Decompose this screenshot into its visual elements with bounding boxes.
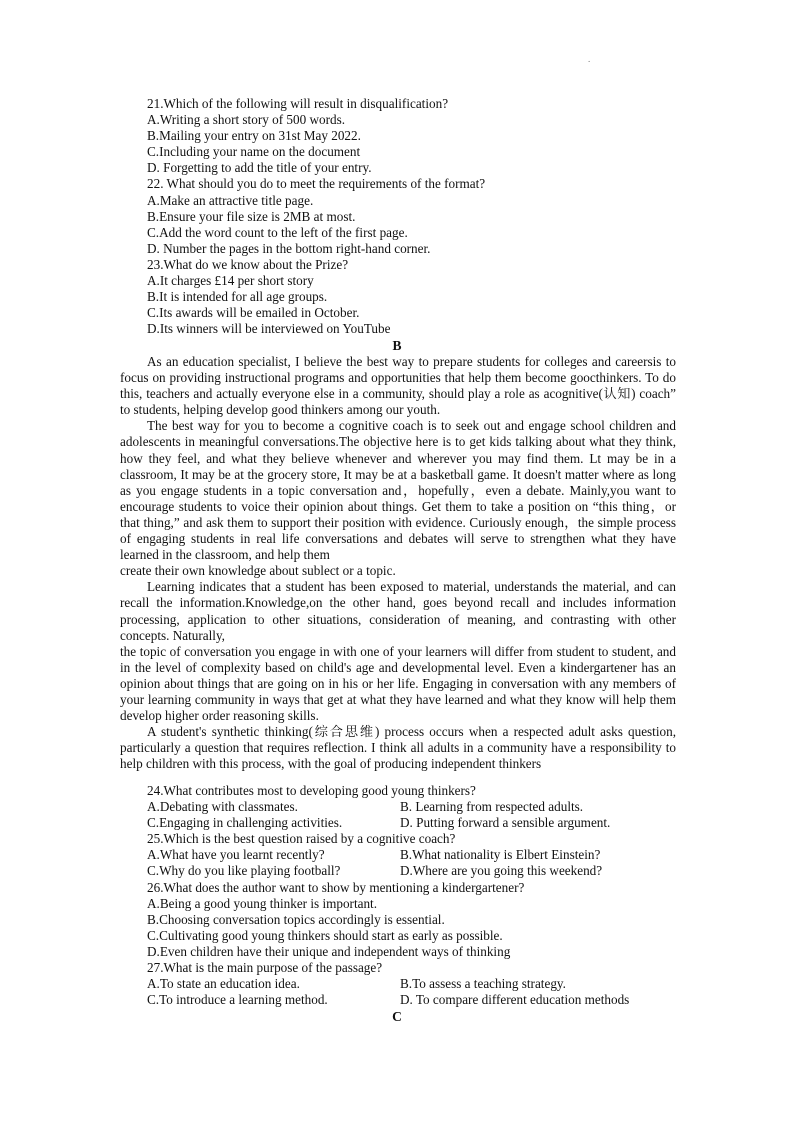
paragraph-continued: create their own knowledge about sublect or a topic. xyxy=(120,563,396,579)
option: A.What have you learnt recently? xyxy=(147,847,325,863)
paragraph: Learning indicates that a student has been exposed to material, understands the material, and can recall the information.Knowledge,on the other hand, goes beyond recall and includes information processing, application to other situations, consideration of meaning, and contrasting with other concepts. Naturally, xyxy=(120,579,676,643)
question-stem: 23.What do we know about the Prize? xyxy=(147,256,349,272)
option: D. Putting forward a sensible argument. xyxy=(400,815,611,831)
questions-21-23 xyxy=(147,96,687,337)
question-stem: 24.What contributes most to developing good young thinkers? xyxy=(147,783,476,798)
option: B.Ensure your file size is 2MB at most. xyxy=(147,208,356,224)
passage-b xyxy=(120,354,676,772)
option: D. Number the pages in the bottom right-hand corner. xyxy=(147,240,431,256)
option-row xyxy=(147,863,687,879)
option-row xyxy=(147,992,687,1008)
option: B.Choosing conversation topics accordingly is essential. xyxy=(147,911,445,927)
option: B. Learning from respected adults. xyxy=(400,799,584,815)
option: C.Including your name on the document xyxy=(147,144,361,160)
section-c-heading: C xyxy=(392,1009,402,1024)
section-b-heading: B xyxy=(392,338,402,353)
option: A.Writing a short story of 500 words. xyxy=(147,112,345,128)
paragraph: As an education specialist, I believe the best way to prepare students for colleges and careersis to focus on providing instructional programs and opportunities that help them become goocthinkers. To do this, teachers and actually everyone else in a community, should play a role as acognitive(认知) coach” to students, helping develop good thinkers among our youth. xyxy=(120,354,676,418)
option: B.What nationality is Elbert Einstein? xyxy=(400,847,601,863)
option-row xyxy=(147,976,687,992)
option: D.Even children have their unique and independent ways of thinking xyxy=(147,943,511,959)
paragraph: A student's synthetic thinking(综合思维) process occurs when a respected adult asks question, particularly a question that requires reflection. I think all adults in a community have a responsibility to help children with this process, with the goal of producing independent thinkers xyxy=(120,724,676,772)
option: C.Why do you like playing football? xyxy=(147,863,341,879)
option: A.It charges £14 per short story xyxy=(147,273,314,289)
option-row xyxy=(147,847,687,863)
option: D.Its winners will be interviewed on YouTube xyxy=(147,321,391,337)
option: D. Forgetting to add the title of your entry. xyxy=(147,160,372,176)
option: D.Where are you going this weekend? xyxy=(400,863,603,879)
paragraph: The best way for you to become a cognitive coach is to seek out and engage school children and adolescents in meaningful conversations.The objective here is to get kids talking about what they think, how they feel, and what they believe whenever and wherever you may find them. Lt may be in a classroom, It may be at the grocery store, It may be at a basketball game. It doesn't matter where as long as you engage students in a topic conversation and，hopefully，even a debate. Mainly,you want to encourage students to voice their opinion about things. Get them to take a position on “this thing，or that thing,” and ask them to support their position with evidence. Curiously enough，the simple process of engaging students in real life conversations and debates will serve to strengthen what they have learned in the classroom, and help them xyxy=(120,418,676,563)
option: B.To assess a teaching strategy. xyxy=(400,976,566,992)
option: B.Mailing your entry on 31st May 2022. xyxy=(147,128,361,144)
option: C.To introduce a learning method. xyxy=(147,992,328,1008)
option-row xyxy=(147,799,687,815)
option: A.To state an education idea. xyxy=(147,976,300,992)
option: D. To compare different education methods xyxy=(400,992,630,1008)
option: C.Engaging in challenging activities. xyxy=(147,815,343,831)
option: C.Its awards will be emailed in October. xyxy=(147,305,360,321)
paragraph-continued: the topic of conversation you engage in with one of your learners will differ from student to student, and in the level of complexity based on child's age and developmental level. Even a kindergartener has an opinion about things that are going on in his or her life. Engaging in conversation with any members of your learning community in ways that get at what they have learned and what they know will help them develop higher order reasoning skills. xyxy=(120,643,676,724)
option: A.Debating with classmates. xyxy=(147,799,298,815)
question-stem: 25.Which is the best question raised by a cognitive coach? xyxy=(147,831,456,847)
option: B.It is intended for all age groups. xyxy=(147,289,328,305)
option: C.Cultivating good young thinkers should start as early as possible. xyxy=(147,927,503,943)
option-row xyxy=(147,815,687,831)
corner-mark: . xyxy=(588,54,591,64)
question-stem: 27.What is the main purpose of the passage? xyxy=(147,960,383,976)
question-stem: 26.What does the author want to show by mentioning a kindergartener? xyxy=(147,879,525,895)
question-stem: 21.Which of the following will result in disqualification? xyxy=(147,96,449,111)
question-stem: 22. What should you do to meet the requirements of the format? xyxy=(147,176,486,192)
option: C.Add the word count to the left of the first page. xyxy=(147,224,408,240)
questions-24-27 xyxy=(147,783,687,1008)
option: A.Being a good young thinker is important. xyxy=(147,895,378,911)
option: A.Make an attractive title page. xyxy=(147,192,314,208)
